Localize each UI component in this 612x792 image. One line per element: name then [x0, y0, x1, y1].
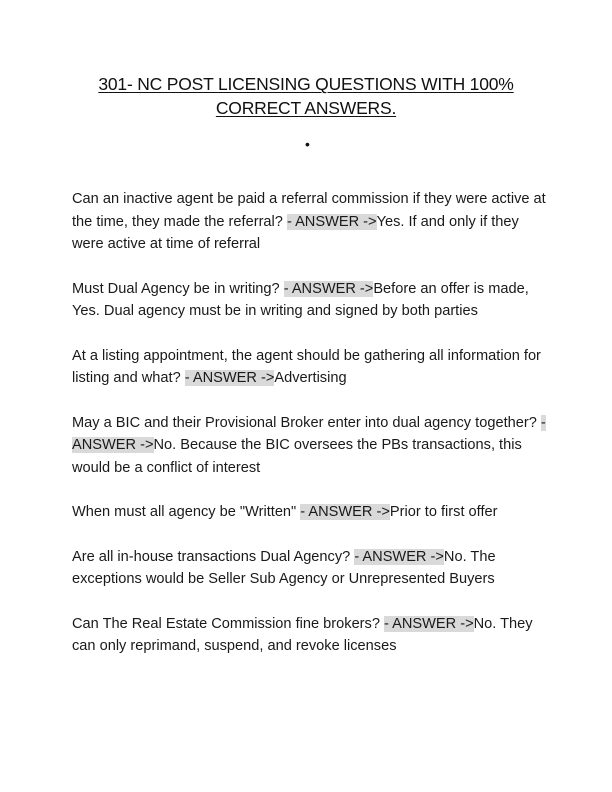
qa-item [72, 412, 546, 480]
question-text: At a listing appointment, the agent should be gathering all information for listing and what? [72, 347, 541, 386]
qa-item [72, 501, 546, 524]
answer-marker: - ANSWER -> [184, 370, 275, 386]
answer-marker: - ANSWER -> [72, 414, 546, 453]
qa-item [72, 546, 546, 591]
bullet-point: • [305, 136, 310, 152]
qa-list [72, 188, 546, 680]
answer-marker: - ANSWER -> [354, 548, 444, 565]
question-text: Are all in-house transactions Dual Agency? [72, 548, 355, 565]
answer-marker: - ANSWER -> [283, 280, 374, 297]
document-title: 301- NC POST LICENSING QUESTIONS WITH 100% CORRECT ANSWERS. [98, 74, 514, 118]
question-text: Must Dual Agency be in writing? [72, 280, 284, 297]
question-text: Can The Real Estate Commission fine brokers? [72, 615, 385, 632]
qa-item [72, 345, 546, 390]
qa-item [72, 188, 546, 256]
answer-marker: - ANSWER -> [384, 615, 474, 632]
qa-item [72, 278, 546, 323]
answer-text: Before an offer is made, Yes. Dual agency must be in writing and signed by both parties [72, 280, 529, 319]
answer-text: No. The exceptions would be Seller Sub Agency or Unrepresented Buyers [72, 548, 496, 587]
question-text: When must all agency be "Written" [72, 504, 301, 520]
qa-item [72, 613, 546, 658]
answer-text: No. They can only reprimand, suspend, and revoke licenses [72, 615, 533, 654]
answer-text: Yes. If and only if they were active at time of referral [72, 213, 519, 252]
answer-text: No. Because the BIC oversees the PBs transactions, this would be a conflict of interest [72, 437, 522, 476]
answer-text: Prior to first offer [389, 504, 498, 520]
answer-marker: - ANSWER -> [300, 504, 390, 520]
answer-text: Advertising [274, 370, 347, 386]
answer-marker: - ANSWER -> [286, 213, 377, 230]
question-text: Can an inactive agent be paid a referral commission if they were active at the time, they made the referral? [72, 191, 546, 230]
question-text: May a BIC and their Provisional Broker enter into dual agency together? [72, 414, 541, 431]
